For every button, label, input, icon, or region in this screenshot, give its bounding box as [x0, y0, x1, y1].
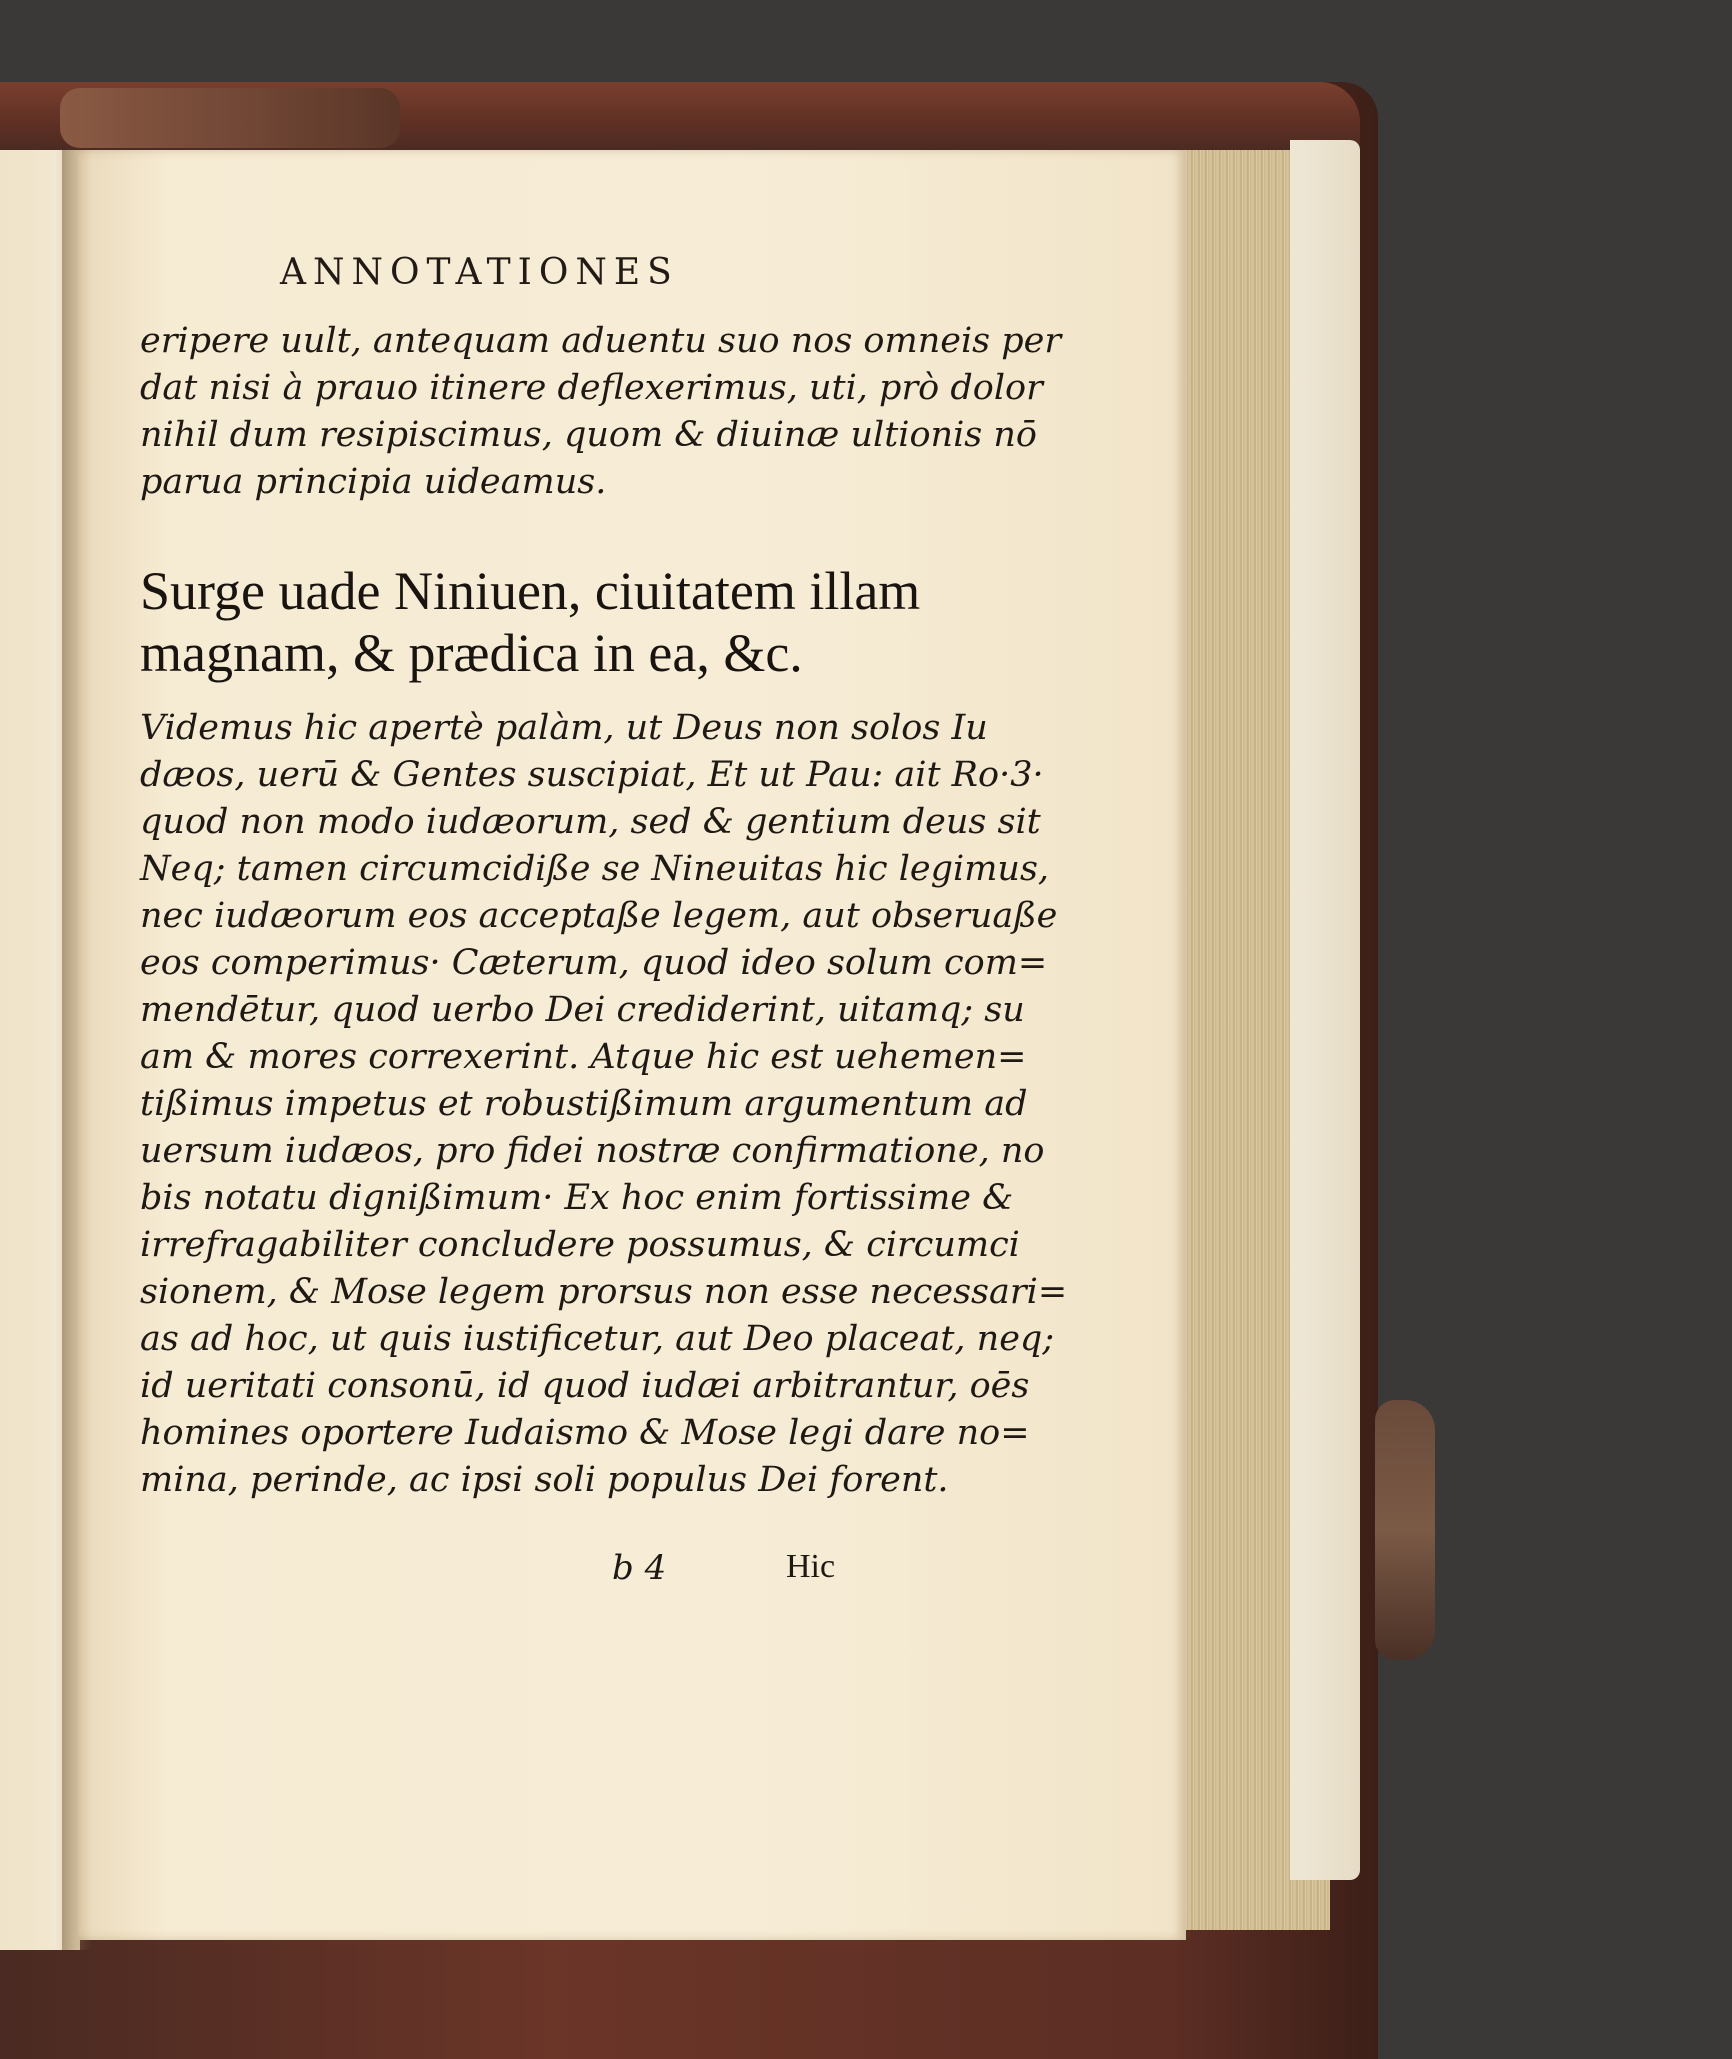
- text-line: irrefragabiliter concludere possumus, & circumci: [140, 1225, 1020, 1265]
- text-line: sionem, & Mose legem prorsus non esse necessari=: [140, 1272, 1068, 1312]
- text-line: eripere uult, antequam aduentu suo nos omneis per: [140, 321, 1062, 361]
- text-line: dæos, uerū & Gentes suscipiat, Et ut Pau: ait Ro·3·: [140, 755, 1044, 795]
- gutter-shadow: [62, 150, 92, 1950]
- running-head: ANNOTATIONES: [280, 252, 679, 293]
- signature-mark: b 4: [612, 1548, 667, 1588]
- text-line: uersum iudæos, pro fidei nostræ confirmatione, no: [140, 1131, 1045, 1171]
- text-line: Videmus hic apertè palàm, ut Deus non solos Iu: [140, 708, 988, 748]
- text-line: Neq; tamen circumcidiße se Nineuitas hic legimus,: [140, 849, 1050, 889]
- text-line: homines oportere Iudaismo & Mose legi dare no=: [140, 1413, 1030, 1453]
- text-line: mendētur, quod uerbo Dei crediderint, uitamq; su: [140, 990, 1025, 1030]
- clasp-remnant: [1375, 1400, 1435, 1660]
- paragraph-top: [140, 318, 1062, 506]
- section-heading: [140, 560, 921, 684]
- text-line: nihil dum resipiscimus, quom & diuinæ ultionis nō: [140, 415, 1037, 455]
- spine-tie: [60, 88, 400, 148]
- text-line: mina, perinde, ac ipsi soli populus Dei forent.: [140, 1460, 949, 1500]
- text-line: quod non modo iudæorum, sed & gentium deus sit: [140, 802, 1041, 842]
- catchword: Hic: [786, 1548, 836, 1585]
- heading-line: Surge uade Niniuen, ciuitatem illam: [140, 561, 921, 621]
- text-line: tißimus impetus et robustißimum argumentum ad: [140, 1084, 1028, 1124]
- text-line: am & mores correxerint. Atque hic est uehemen=: [140, 1037, 1027, 1077]
- text-line: nec iudæorum eos acceptaße legem, aut obseruaßе: [140, 896, 1058, 936]
- paragraph-main: [140, 705, 1068, 1504]
- text-line: as ad hoc, ut quis iustificetur, aut Deo placeat, neq;: [140, 1319, 1055, 1359]
- endpaper: [1290, 140, 1360, 1880]
- text-line: parua principia uideamus.: [140, 462, 607, 502]
- text-line: dat nisi à prauo itinere deflexerimus, uti, prò dolor: [140, 368, 1043, 408]
- text-line: eos comperimus· Cæterum, quod ideo solum com=: [140, 943, 1048, 983]
- text-line: id ueritati consonū, id quod iudæi arbitrantur, oēs: [140, 1366, 1030, 1406]
- heading-line: magnam, & prædica in ea, &c.: [140, 623, 803, 683]
- text-line: bis notatu dignißimum· Ex hoc enim fortissime &: [140, 1178, 1014, 1218]
